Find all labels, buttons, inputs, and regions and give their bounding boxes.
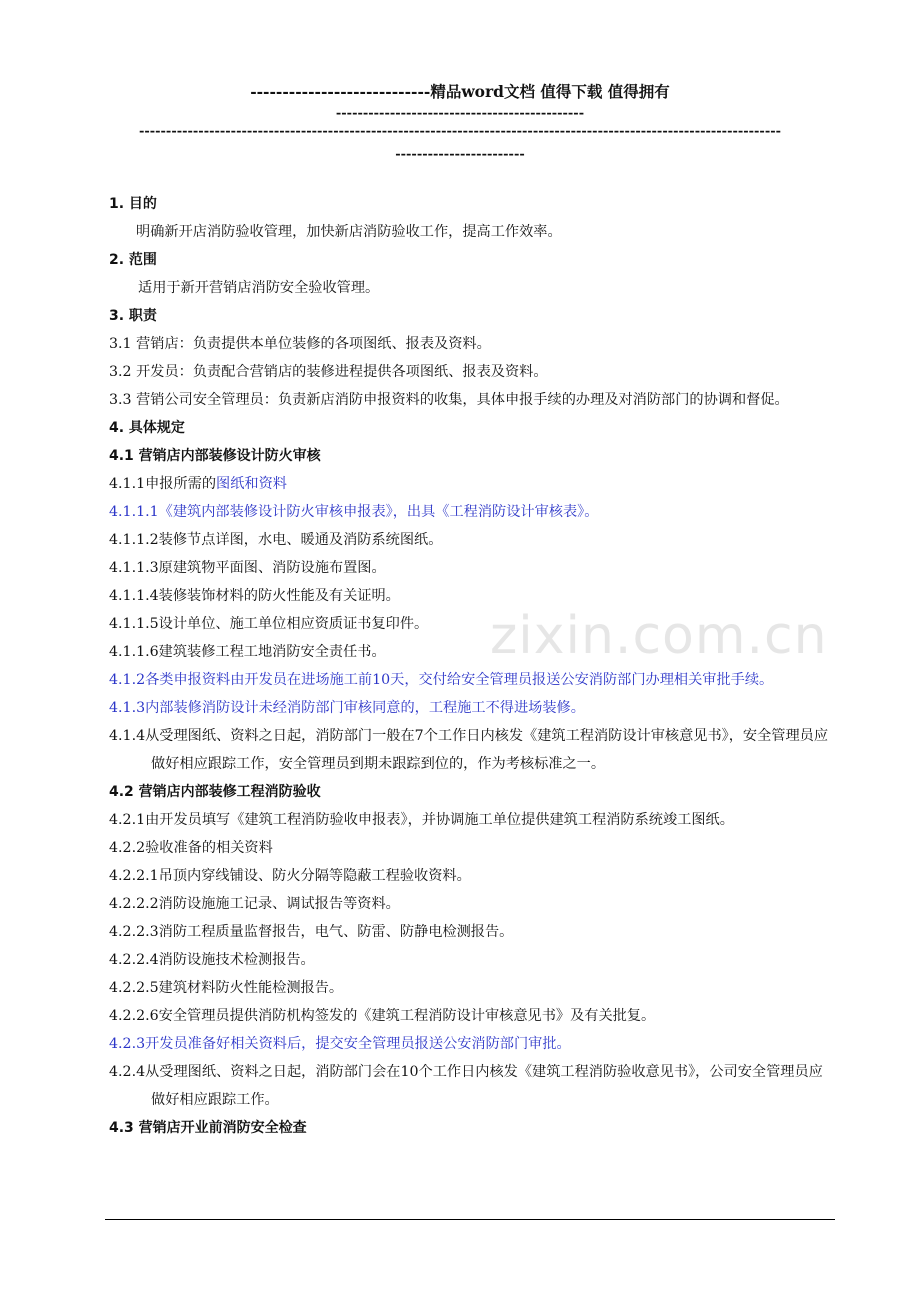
footer-rule: [105, 1219, 835, 1220]
paragraph: 4.2.2.2消防设施施工记录、调试报告等资料。: [109, 896, 400, 912]
paragraph: 4.2.2验收准备的相关资料: [109, 840, 273, 856]
paragraph: [109, 470, 835, 498]
section-heading: 1. 目的: [109, 196, 157, 212]
section-heading: 3. 职责: [109, 308, 157, 324]
hyperlink[interactable]: 图纸和资料: [216, 476, 287, 492]
paragraph-text: 4.1.1申报所需的: [109, 476, 217, 492]
paragraph: 4.2.1由开发员填写《建筑工程消防验收申报表》，并协调施工单位提供建筑工程消防系统竣工图纸。: [109, 812, 734, 828]
paragraph: 4.1.1.3原建筑物平面图、消防设施布置图。: [109, 560, 386, 576]
paragraph: 4.2.4从受理图纸、资料之日起，消防部门会在10个工作日内核发《建筑工程消防验收意见书》，公司安全管理员应做好相应跟踪工作。: [109, 1064, 823, 1108]
subsection-heading: 4.1 营销店内部装修设计防火审核: [109, 448, 321, 464]
document-body: [109, 190, 835, 1142]
subsection-heading: 4.3 营销店开业前消防安全检查: [109, 1120, 307, 1136]
paragraph: 4.2.2.3消防工程质量监督报告，电气、防雷、防静电检测报告。: [109, 924, 514, 940]
watermark: zixin.com.cn: [490, 606, 828, 666]
paragraph: 适用于新开营销店消防安全验收管理。: [138, 280, 380, 296]
hyperlink-paragraph[interactable]: 4.1.3内部装修消防设计未经消防部门审核同意的，工程施工不得进场装修。: [109, 700, 585, 716]
paragraph: 4.2.2.6安全管理员提供消防机构签发的《建筑工程消防设计审核意见书》及有关批复。: [109, 1008, 656, 1024]
paragraph: 4.1.1.4装修装饰材料的防火性能及有关证明。: [109, 588, 400, 604]
header-dash-line: ----------------------------------------------: [335, 106, 585, 121]
section-heading: 2. 范围: [109, 252, 157, 268]
subsection-heading: 4.2 营销店内部装修工程消防验收: [109, 784, 321, 800]
paragraph: 4.1.1.5设计单位、施工单位相应资质证书复印件。: [109, 616, 429, 632]
hyperlink-paragraph[interactable]: 4.1.2各类申报资料由开发员在进场施工前10天，交付给安全管理员报送公安消防部门办理相关审批手续。: [109, 672, 774, 688]
paragraph: 明确新开店消防验收管理，加快新店消防验收工作，提高工作效率。: [136, 224, 562, 240]
paragraph: 4.1.1.6建筑装修工程工地消防安全责任书。: [109, 644, 386, 660]
section-heading: 4. 具体规定: [109, 420, 185, 436]
paragraph: 3.2 开发员：负责配合营销店的装修进程提供各项图纸、报表及资料。: [109, 364, 548, 380]
header-dash-line: -----------------------------------------------------------------------------------------------------------------------: [138, 124, 782, 139]
paragraph: 4.1.1.2装修节点详图，水电、暖通及消防系统图纸。: [109, 532, 443, 548]
hyperlink-paragraph[interactable]: 4.2.3开发员准备好相关资料后，提交安全管理员报送公安消防部门审批。: [109, 1036, 571, 1052]
paragraph: 4.2.2.4消防设施技术检测报告。: [109, 952, 315, 968]
paragraph: 4.1.4从受理图纸、资料之日起，消防部门一般在7个工作日内核发《建筑工程消防设计审核意见书》，安全管理员应做好相应跟踪工作，安全管理员到期未跟踪到位的，作为考核标准之一。: [109, 728, 829, 772]
header-title: ----------------------------精品word文档 值得下载 值得拥有: [250, 82, 670, 101]
paragraph: 3.1 营销店：负责提供本单位装修的各项图纸、报表及资料。: [109, 336, 491, 352]
hyperlink-paragraph[interactable]: 4.1.1.1《建筑内部装修设计防火审核申报表》，出具《工程消防设计审核表》。: [109, 504, 599, 520]
paragraph: 4.2.2.1吊顶内穿线铺设、防火分隔等隐蔽工程验收资料。: [109, 868, 471, 884]
paragraph: 4.2.2.5建筑材料防火性能检测报告。: [109, 980, 344, 996]
paragraph: 3.3 营销公司安全管理员：负责新店消防申报资料的收集，具体申报手续的办理及对消防部门的协调和督促。: [109, 392, 789, 408]
header-dash-line: ------------------------: [395, 147, 525, 162]
